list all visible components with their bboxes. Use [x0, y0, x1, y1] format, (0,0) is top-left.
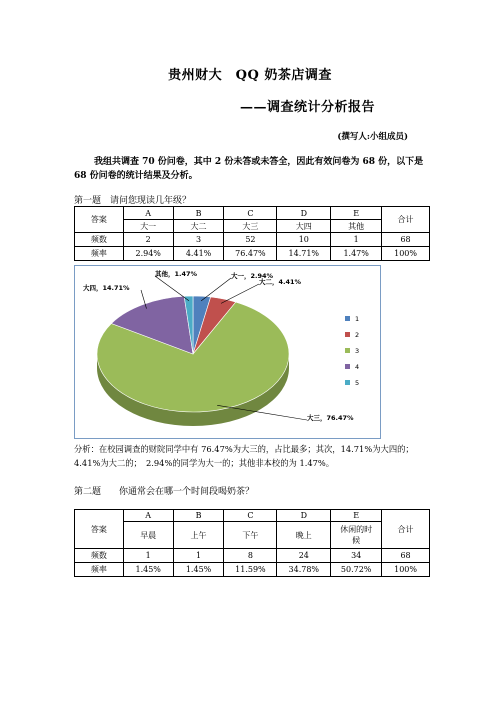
q2-header-label: 答案: [75, 510, 124, 549]
q2-title: 第二题 你通常会在哪一个时间段喝奶茶？: [74, 487, 255, 497]
q2-option: 下午: [224, 522, 277, 549]
q1-total-label: 合计: [382, 207, 430, 233]
q2-option: 上午: [173, 522, 224, 549]
doc-title: 贵州财大 QQ 奶茶店调查: [168, 68, 332, 83]
q1-header-label: 答案: [75, 207, 124, 233]
pie-data-label: 大一，2.94%: [231, 272, 274, 280]
author-note: (撰写人:小组成员): [337, 132, 408, 142]
q2-count-cell: 34: [331, 549, 382, 563]
q1-option: 大一: [123, 220, 173, 233]
pie-chart: [75, 266, 380, 438]
q1-rate-cell: 76.47%: [224, 247, 277, 261]
legend-label: 4: [355, 363, 360, 371]
q2-table: [74, 509, 430, 577]
pie-data-label: 大四，14.71%: [83, 284, 130, 292]
analysis-paragraph: 分析：在校园调查的财院同学中有 76.47%为大三的，占比最多；其次，14.71%为大四的；4.41%为大二的； 2.94%的同学为大一的；其他非本校的为 1.47%。: [74, 444, 414, 468]
q2-rate-cell: 50.72%: [331, 563, 382, 577]
q1-header-row-letters: [75, 207, 430, 220]
q1-count-label: 频数: [75, 233, 124, 247]
q2-count-total: 68: [382, 549, 430, 563]
q2-letter: C: [224, 510, 277, 522]
q1-count-cell: 52: [224, 233, 277, 247]
q1-letter: B: [173, 207, 224, 220]
q2-header-row-options: [75, 522, 430, 549]
q1-count-row: [75, 233, 430, 247]
pie-data-label: 其他，1.47%: [155, 270, 198, 278]
q1-count-cell: 2: [123, 233, 173, 247]
q1-option: 大四: [277, 220, 331, 233]
q1-option: 大二: [173, 220, 224, 233]
legend-label: 5: [355, 379, 360, 387]
q2-option: 休闲的时候: [331, 522, 382, 549]
q2-count-cell: 24: [277, 549, 331, 563]
q2-rate-cell: 11.59%: [224, 563, 277, 577]
q1-rate-cell: 4.41%: [173, 247, 224, 261]
q2-count-label: 频数: [75, 549, 124, 563]
q2-total-label: 合计: [382, 510, 430, 549]
legend-swatch: [345, 316, 350, 321]
q1-header-row-options: [75, 220, 430, 233]
q1-option: 大三: [224, 220, 277, 233]
q1-rate-cell: 1.47%: [331, 247, 382, 261]
q1-table: [74, 206, 430, 261]
legend-label: 3: [355, 347, 360, 355]
legend-swatch: [345, 348, 350, 353]
q1-letter: A: [123, 207, 173, 220]
q2-letter: B: [173, 510, 224, 522]
q2-rate-cell: 1.45%: [173, 563, 224, 577]
q2-letter: E: [331, 510, 382, 522]
q2-rate-cell: 34.78%: [277, 563, 331, 577]
q1-count-total: 68: [382, 233, 430, 247]
q1-rate-cell: 2.94%: [123, 247, 173, 261]
q2-count-cell: 1: [173, 549, 224, 563]
pie-leader-line: [155, 276, 189, 301]
q1-letter: D: [277, 207, 331, 220]
q2-rate-row: [75, 563, 430, 577]
legend-swatch: [345, 364, 350, 369]
intro-paragraph: 我组共调查 70 份问卷，其中 2 份未答或未答全，因此有效问卷为 68 份，以下是 68 份问卷的统计结果及分析。: [74, 157, 424, 181]
legend-swatch: [345, 380, 350, 385]
legend-label: 1: [355, 315, 360, 323]
q1-count-cell: 3: [173, 233, 224, 247]
q1-count-cell: 10: [277, 233, 331, 247]
q2-letter: A: [123, 510, 173, 522]
q1-rate-label: 频率: [75, 247, 124, 261]
q2-count-cell: 1: [123, 549, 173, 563]
q2-rate-label: 频率: [75, 563, 124, 577]
q1-rate-total: 100%: [382, 247, 430, 261]
q2-count-cell: 8: [224, 549, 277, 563]
q2-rate-total: 100%: [382, 563, 430, 577]
q1-title: 第一题 请问您现读几年级？: [74, 196, 192, 206]
pie-data-label: 大三，76.47%: [307, 414, 354, 422]
q2-option: 晚上: [277, 522, 331, 549]
q2-letter: D: [277, 510, 331, 522]
pie-chart-frame: [74, 265, 381, 439]
pie-leader-line: [221, 284, 259, 303]
q2-rate-cell: 1.45%: [123, 563, 173, 577]
legend-swatch: [345, 332, 350, 337]
doc-subtitle: ——调查统计分析报告: [240, 100, 376, 115]
q1-rate-cell: 14.71%: [277, 247, 331, 261]
q1-letter: C: [224, 207, 277, 220]
q2-option: 早晨: [123, 522, 173, 549]
q1-count-cell: 1: [331, 233, 382, 247]
q1-letter: E: [331, 207, 382, 220]
pie-data-label: 大二，4.41%: [259, 278, 302, 286]
q2-count-row: [75, 549, 430, 563]
q1-option: 其他: [331, 220, 382, 233]
q2-header-row-letters: [75, 510, 430, 522]
q1-rate-row: [75, 247, 430, 261]
legend-label: 2: [355, 331, 360, 339]
